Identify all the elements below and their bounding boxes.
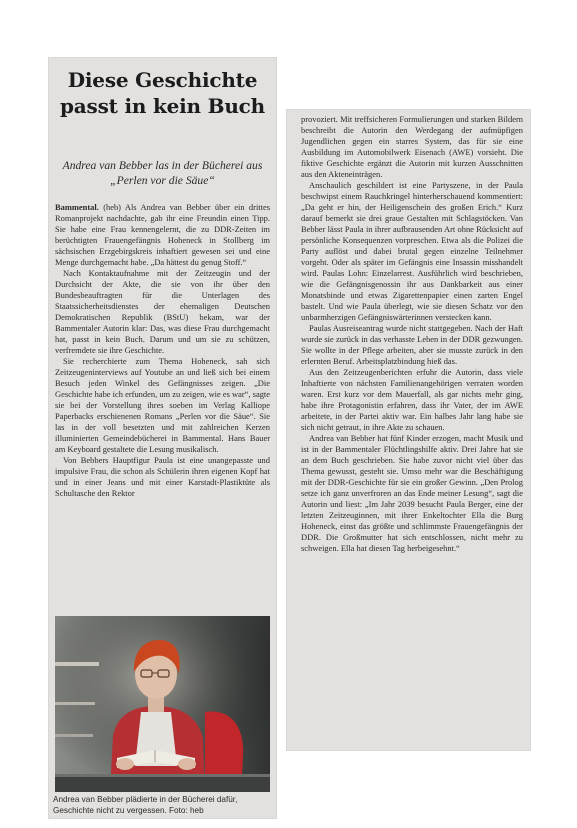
- article-paragraph: Aus den Zeitzeugenberichten erfuhr die Autorin, dass viele Inhaftierte von nächsten Familienangehörigen verraten worden waren. Erst kurz vor dem Mauerfall, als gar nichts mehr ging, habe ihre Protagonistin erfahren, dass ihr Vater, der im AWE arbeitete, in der Partei aktiv war. Ein halbes Jahr lang habe sie sich nicht getraut, in ihre Akte zu schauen.: [301, 367, 523, 432]
- dateline: Bammental.: [55, 202, 99, 212]
- article-body-right: [301, 114, 523, 744]
- article-paragraph: provoziert. Mit treffsicheren Formulierungen und starken Bildern beschreibt die Autorin den Werdegang der aufmüpfigen Jugendlichen gegen ein starres System, das für sie eine Ausbildung im Automobilwerk Eisenach (AWE) vorsieht. Die fiktive Geschichte ergänzt die Autorin mit kurzen Ausschnitten aus den Akteneinträgen.: [301, 114, 523, 179]
- article-paragraph: Sie recherchierte zum Thema Hoheneck, sah sich Zeitzeugeninterviews auf Youtube an und ließ sich bei einem Besuch jeden Winkel des Gefängnisses zeigen. „Die Geschichte habe ich erfunden, um zu zeigen, wie es war“, sagte sie bei der Vorstellung ihres soeben im Verlag Kalliope Paperbacks erschienenen Romans „Perlen vor die Säue“. Sie las in der voll besetzten und mit zahlreichen Kerzen illuminierten Gemeindebücherei in Bammental. Hans Bauer am Keyboard gestaltete die Lesung musikalisch.: [55, 356, 270, 454]
- article-body-left: [55, 202, 270, 654]
- article-subheadline: Andrea van Bebber las in der Bücherei aus „Perlen vor die Säue“: [62, 159, 263, 187]
- article-paragraph: Nach Kontaktaufnahme mit der Zeitzeugin und der Durchsicht der Akte, die sie von ihr über den Bundesbeauftragten für die Unterlagen des Staatssicherheitsdienstes der ehemaligen Deutschen Demokratischen Republik (BStU) bekam, war der Bammentaler Autorin klar: Das, was diese Frau durchgemacht hat, passt in kein Buch. Darum und um sie zu schützen, verfremdete sie ihre Geschichte.: [55, 268, 270, 355]
- photo-caption: Andrea van Bebber plädierte in der Bücherei dafür, Geschichte nicht zu vergessen. Foto: heb: [53, 795, 238, 815]
- article-headline: Diese Geschichte passt in kein Buch: [59, 68, 265, 118]
- article-paragraph: Andrea van Bebber hat fünf Kinder erzogen, macht Musik und ist in der Bammentaler Flüchtlingshilfe aktiv. Drei Jahre hat sie an dem Buch geschrieben. Sie habe zuvor nicht viel über das Thema gewusst, gesteht sie. Umso mehr war die Beschäftigung mit der DDR-Geschichte für sie ein großer Gewinn. „Den Prolog setze ich ganz unverfroren an das Ende meiner Lesung“, sagt die Autorin und liest: „Im Jahr 2039 besucht Paula Berger, eine der letzten Zeitzeuginnen, mit ihrer Enkeltochter Ella die Burg Hoheneck, einst das größte und schlimmste Frauengefängnis der DDR. Die Großmutter hat sich entschlossen, nicht mehr zu schweigen. Ella hat diesen Tag herbeigesehnt.“: [301, 433, 523, 553]
- article-paragraph: Anschaulich geschildert ist eine Partyszene, in der Paula beschwipst einem Rauchkringel hinterherschauend kommentiert: „Da geht er hin, der Heiligenschein des großen Erich.“ Kurz darauf bemerkt sie drei graue Gestalten mit Schlagstöcken. Van Bebber lässt Paula in ihrer aufbrausenden Art ohne Rücksicht auf persönliche Konsequenzen vorpreschen. Etwa als die Polizei die Party auflöst und dabei brutal gegen einzelne Teilnehmer vorgeht. Oder als später im Gefängnis eine Insassin misshandelt wird. Paulas Lohn: Einzelarrest. Ausführlich wird beschrieben, wie die Gefängnisgenossin ihr aus Dankbarkeit aus einer Monatsbinde und etwas Zigarettenpapier einen zarten Engel bastelt. Und wie Paula überlegt, wie sie diesen Schatz vor den unbarmherzigen Gefängniswärterinnen verstecken kann.: [301, 180, 523, 322]
- article-clipping-left: [49, 58, 276, 818]
- article-clipping-right: [287, 110, 530, 750]
- article-paragraph: Paulas Ausreiseantrag wurde nicht stattgegeben. Nach der Haft wurde sie zurück in das verhasste Leben in der DDR gezwungen. Sie wollte in der Pflege arbeiten, aber sie musste zurück in den erlernten Beruf. Arbeitsplatzbindung hieß das.: [301, 323, 523, 366]
- article-photo: [55, 616, 270, 792]
- photo-illustration: [55, 616, 270, 792]
- article-paragraph: Von Bebbers Hauptfigur Paula ist eine unangepasste und impulsive Frau, die schon als Schülerin ihren eigenen Kopf hat und in einer Jeans und mit einer Karstadt-Plastiktüte als Schultasche den Rektor: [55, 455, 270, 498]
- article-paragraph: Bammental. (heb) Als Andrea van Bebber über ein drittes Romanprojekt nachdachte, gab ihr eine Freundin einen Tipp. Sie habe eine Frau kennengelernt, die zu DDR-Zeiten im berüchtigten Frauengefängnis Hoheneck in Stollberg im sächsischen Erzgebirgskreis inhaftiert gewesen sei und eine Menge durchgemacht habe. „Da hättest du genug Stoff.“: [55, 202, 270, 267]
